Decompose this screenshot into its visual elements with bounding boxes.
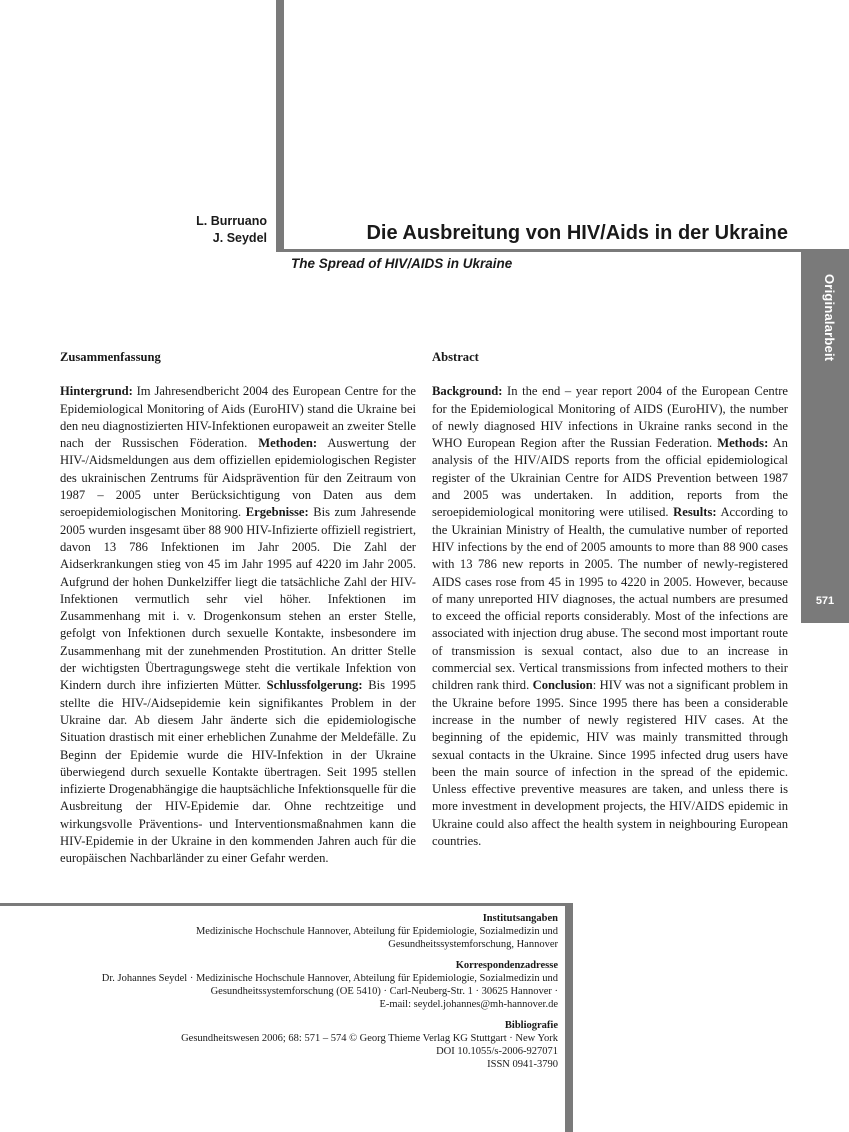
german-abstract: [60, 349, 416, 868]
methods-label: Methods:: [717, 436, 769, 451]
page-number: 571: [815, 595, 835, 607]
english-abstract: [432, 349, 788, 850]
background-text: Im Jahresendbericht 2004 des European Centre for the Epidemiological Monitoring of Aids (EuroHIV) stand die Ukraine bei den neu diagnostizierten HIV-Infektionen europaweit an zweiter Stelle nach der Russischen Föderation.: [60, 384, 416, 451]
header-vertical-rule: [276, 0, 284, 250]
institution-line: Gesundheitssystemforschung, Hannover: [388, 939, 558, 950]
methods-label: Methoden:: [258, 436, 318, 451]
bibliography-issn: ISSN 0941-3790: [487, 1059, 558, 1070]
conclusion-text: : HIV was not a significant problem in the Ukraine before 1995. Since 1995 there has been a considerable increase in the number of newly registered HIV cases. At the beginning of the epidemic, HIV was mainly transmitted through sexual contacts in the Ukraine. Since 1995 infected drug users have been the main source of infection in the spread of the epidemic. Unless effective preventive measures are taken, and unless there is more investment in development projects, the HIV/AIDS epidemic in Ukraine could also affect the health system in neighbouring European countries.: [432, 678, 788, 849]
conclusion-label: Schlussfolgerung:: [266, 678, 363, 693]
footer-horizontal-rule: [0, 903, 573, 906]
title-underline-rule: [276, 249, 849, 252]
english-abstract-text: [432, 383, 788, 850]
institution-line: Medizinische Hochschule Hannover, Abteilung für Epidemiologie, Sozialmedizin und: [195, 926, 558, 937]
english-abstract-heading: Abstract: [432, 350, 479, 364]
footer-vertical-rule: [565, 903, 573, 1132]
methods-text: Auswertung der HIV-/Aidsmeldungen aus dem offiziellen epidemiologischen Register des ukrainischen Zentrums für Aidsprävention für den Zeitraum von 1987 – 2005 unter Berücksichtigung von Daten aus dem seroepidemiologischen Monitoring.: [60, 436, 416, 520]
german-abstract-heading: Zusammenfassung: [60, 350, 161, 364]
author-list: [196, 213, 267, 247]
background-label: Hintergrund:: [60, 384, 133, 399]
results-label: Results:: [673, 505, 717, 520]
conclusion-label: Conclusion: [532, 678, 593, 693]
conclusion-text: Bis 1995 stellte die HIV-/Aidsepidemie kein signifikantes Problem in der Ukraine dar. Ab diesem Jahr änderte sich die epidemiologische Situation drastisch mit einer erheblichen Zunahme der Meldefälle. Zu Beginn der Epidemie wurde die HIV-Infektion in der Ukraine überwiegend durch sexuelle Kontakte übertragen. Seit 1995 stellen infizierte Drogenabhängige die hauptsächliche Infektionsquelle für die Ausbreitung der HIV-Epidemie dar. Ohne rechtzeitige und wirkungsvolle Präventions- und Interventionsmaßnahmen kann die HIV-Epidemie in der Ukraine in den kommenden Jahren auch für die europäischen Nachbarländer zu einer Gefahr werden.: [60, 678, 416, 866]
author-name: L. Burruano: [196, 214, 267, 228]
author-name: J. Seydel: [212, 231, 267, 245]
institution-heading: Institutsangaben: [482, 913, 558, 924]
bibliography-heading: Bibliografie: [504, 1020, 558, 1031]
background-text: In the end – year report 2004 of the European Centre for the Epidemiological Monitoring of AIDS (EuroHIV), the number of newly diagnosed HIV infections in Ukraine ranks second in the WHO European Region after the Russian Federation.: [432, 384, 788, 451]
correspondence-line: Dr. Johannes Seydel · Medizinische Hochschule Hannover, Abteilung für Epidemiologie, Sozialmedizin und: [101, 973, 558, 984]
bibliography-doi: DOI 10.1055/s-2006-927071: [436, 1046, 558, 1057]
bibliography-line: Gesundheitswesen 2006; 68: 571 – 574 © Georg Thieme Verlag KG Stuttgart · New York: [181, 1033, 558, 1044]
correspondence-heading: Korrespondenzadresse: [455, 960, 558, 971]
article-title: Die Ausbreitung von HIV/Aids in der Ukraine: [366, 222, 788, 244]
article-subtitle: The Spread of HIV/AIDS in Ukraine: [291, 256, 513, 271]
methods-text: An analysis of the HIV/AIDS reports from the official epidemiological register of the Ukrainian Centre for AIDS Prevention between 1987 and 2005 was undertaken. In addition, reports from the seroepidemiological monitoring were utilised.: [432, 436, 788, 520]
article-info-footer: [18, 912, 558, 1071]
results-label: Ergebnisse:: [245, 505, 309, 520]
article-type-label: Originalarbeit: [822, 274, 837, 362]
results-text: According to the Ukrainian Ministry of Health, the cumulative number of reported HIV infections by the end of 2005 amounts to more than 88 900 cases with 13 786 new reports in 2005. The number of newly-registered AIDS cases rose from 45 in 1995 to 4220 in 2005. However, because of many unreported HIV diagnoses, the actual numbers are presumed to exceed the official reports considerably. Most of the infections are associated with injection drug abuse. The second most important route of transmission is sexual contact, also due to an increase in commercial sex. Vertical transmissions from infected mothers to their children rank third.: [432, 505, 788, 693]
background-label: Background:: [432, 384, 503, 399]
correspondence-line: Gesundheitssystemforschung (OE 5410) · Carl-Neuberg-Str. 1 · 30625 Hannover ·: [210, 986, 558, 997]
correspondence-email[interactable]: E-mail: seydel.johannes@mh-hannover.de: [379, 999, 558, 1010]
results-text: Bis zum Jahresende 2005 wurden insgesamt über 88 900 HIV-Infizierte offiziell registriert, davon 13 786 Infektionen im Jahr 2005. Die Zahl der Aidserkrankungen stieg von 45 im Jahr 1995 auf 4220 im Jahr 2005. Aufgrund der hohen Dunkelziffer liegt die tatsächliche Zahl der HIV-Infektionen vermutlich sehr viel höher. Infektionen im Zusammenhang mit i. v. Drogenkonsum stehen an erster Stelle, gefolgt von Infektionen durch sexuelle Kontakte, insbesondere im Zusammenhang mit der zunehmenden Prostitution. An dritter Stelle der wichtigsten Übertragungswege steht die vertikale Infektion von Kindern durch ihre infizierten Mütter.: [60, 505, 416, 693]
german-abstract-text: [60, 383, 416, 867]
